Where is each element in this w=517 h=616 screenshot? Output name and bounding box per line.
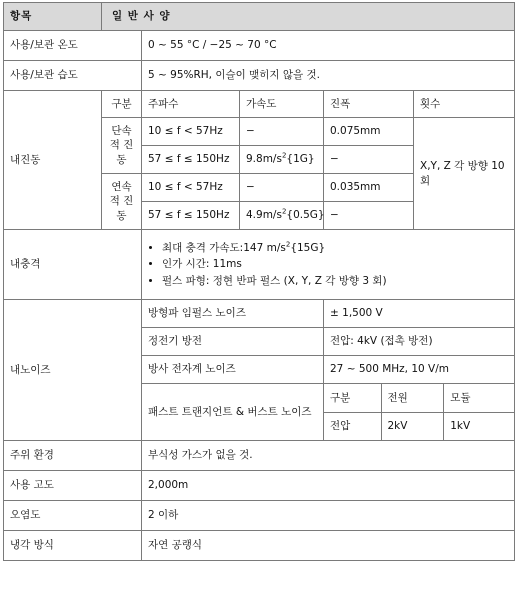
shock-item-max-tail: {15G} [290,242,326,255]
shock-list-cell [142,230,515,300]
eft-power-value: 2kV [381,412,444,440]
eft-col-power: 전원 [381,384,444,412]
vib-cont-r1-accel: − [240,174,324,202]
shock-list [148,241,508,288]
vib-cont-r1-amp: 0.035mm [324,174,414,202]
vib-int-r1-freq: 10 ≤ f < 57Hz [142,118,240,146]
vib-cont-r2-accel [240,202,324,230]
row-cooling [4,531,515,561]
vib-col-acceleration: 가속도 [240,91,324,118]
humidity-label: 사용/보관 습도 [4,61,142,91]
vib-cont-r2-accel-sup: 2 [281,207,287,216]
environment-value: 부식성 가스가 없을 것. [142,441,515,471]
noise-square-value: ± 1,500 V [324,300,515,328]
environment-label: 주위 환경 [4,441,142,471]
noise-esd-label: 정전기 방전 [142,328,324,356]
noise-label: 내노이즈 [4,300,142,441]
vib-int-r2-accel-sup: 2 [281,151,287,160]
vib-int-r1-accel: − [240,118,324,146]
noise-rad-value: 27 ~ 500 MHz, 10 V/m [324,356,515,384]
row-temperature [4,31,515,61]
vibration-header-row [4,91,515,118]
row-pollution [4,501,515,531]
noise-eft-table-cell [324,384,515,441]
temp-label: 사용/보관 온도 [4,31,142,61]
row-shock [4,230,515,300]
noise-row-square [4,300,515,328]
vib-cont-r2-freq: 57 ≤ f ≤ 150Hz [142,202,240,230]
header-spec: 일 반 사 양 [102,3,515,31]
eft-row-voltage: 전압 [324,412,381,440]
noise-rad-label: 방사 전자계 노이즈 [142,356,324,384]
vib-cont-r2-accel-base: 4.9m/s [246,209,282,222]
eft-voltage-row [324,412,514,440]
eft-module-value: 1kV [444,412,514,440]
noise-eft-table [324,384,514,440]
row-altitude [4,471,515,501]
cooling-label: 냉각 방식 [4,531,142,561]
vib-cont-r2-amp: − [324,202,414,230]
noise-eft-label: 패스트 트랜지언트 & 버스트 노이즈 [142,384,324,441]
spec-table [3,2,515,561]
vib-col-category: 구분 [102,91,142,118]
pollution-value: 2 이하 [142,501,515,531]
noise-square-label: 방형파 임펄스 노이즈 [142,300,324,328]
eft-col-module: 모듈 [444,384,514,412]
row-environment [4,441,515,471]
vib-cont-r1-freq: 10 ≤ f < 57Hz [142,174,240,202]
vib-count: X,Y, Z 각 방향 10 회 [414,118,515,230]
vib-continuous: 연속적 진동 [102,174,142,230]
header-item: 항목 [4,3,102,31]
vib-int-r2-amp: − [324,146,414,174]
header-row [4,3,515,31]
pollution-label: 오염도 [4,501,142,531]
temp-value: 0 ~ 55 °C / −25 ~ 70 °C [142,31,515,61]
shock-label: 내충격 [4,230,142,300]
humidity-value: 5 ~ 95%RH, 이슬이 맺히지 않을 것. [142,61,515,91]
altitude-value: 2,000m [142,471,515,501]
vib-col-amplitude: 진폭 [324,91,414,118]
vib-cont-r2-accel-tail: {0.5G} [286,209,325,222]
eft-header-row [324,384,514,412]
vib-col-frequency: 주파수 [142,91,240,118]
cooling-value: 자연 공랭식 [142,531,515,561]
vib-col-count: 횟수 [414,91,515,118]
vibration-label: 내진동 [4,91,102,230]
noise-esd-value: 전압: 4kV (접촉 방전) [324,328,515,356]
eft-col-category: 구분 [324,384,381,412]
shock-item-duration: • 인가 시간: 11ms [162,257,508,271]
altitude-label: 사용 고도 [4,471,142,501]
vib-int-r2-accel-base: 9.8m/s [246,153,282,166]
shock-item-waveform: • 펄스 파형: 정현 반파 펄스 (X, Y, Z 각 방향 3 회) [162,274,508,288]
shock-item-max-base: 최대 충격 가속도:147 m/s [162,242,286,255]
vib-int-r2-freq: 57 ≤ f ≤ 150Hz [142,146,240,174]
vib-int-r2-accel-tail: {1G} [286,153,315,166]
row-humidity [4,61,515,91]
vib-int-r2-accel [240,146,324,174]
shock-item-max [162,241,508,255]
vib-intermittent: 단속적 진동 [102,118,142,174]
shock-item-max-sup: 2 [285,240,291,249]
vib-int-r1-amp: 0.075mm [324,118,414,146]
